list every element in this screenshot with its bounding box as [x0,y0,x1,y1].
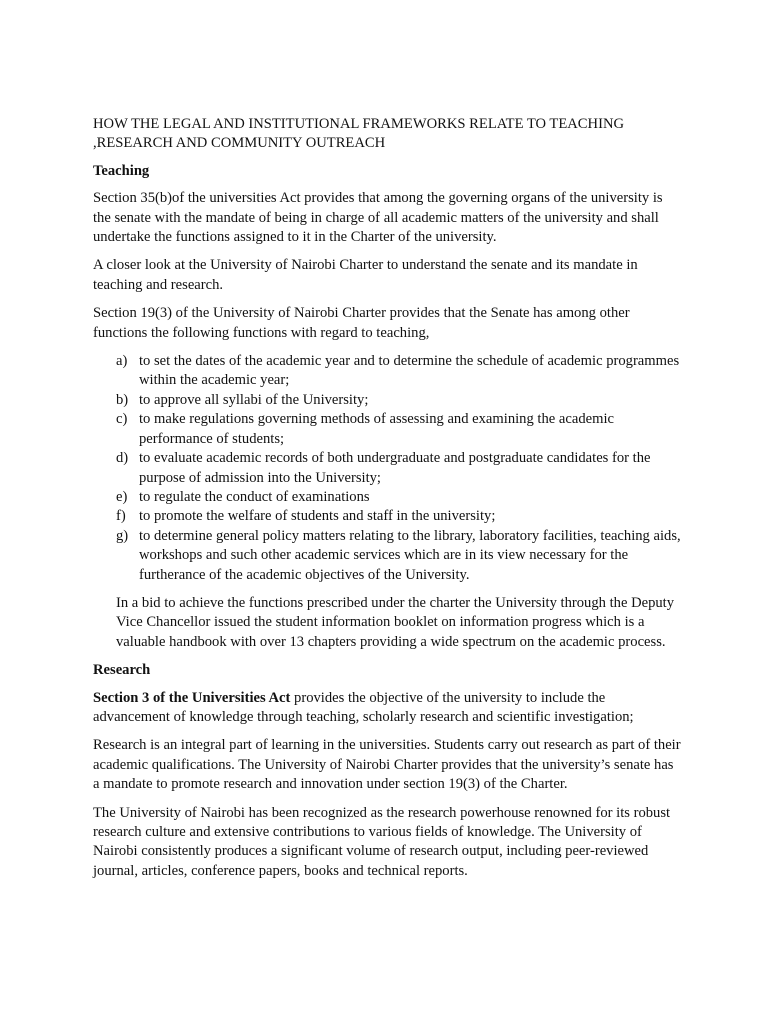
list-item-text: to approve all syllabi of the University; [139,391,369,408]
research-paragraph-1 [93,689,683,728]
document-page [93,107,683,890]
list-marker: b) [116,391,129,408]
list-item [93,507,683,526]
document-title: HOW THE LEGAL AND INSTITUTIONAL FRAMEWORKS RELATE TO TEACHING ,RESEARCH AND COMMUNITY OUTREACH [93,116,625,152]
list-item [93,391,683,410]
teaching-paragraph-1: Section 35(b)of the universities Act provides that among the governing organs of the university is the senate with the mandate of being in charge of all academic matters of the university and shall undertake the functions assigned to it in the Charter of the university. [93,190,663,246]
list-marker: g) [116,527,129,544]
research-paragraph-2: Research is an integral part of learning in the universities. Students carry out research as part of their academic qualifications. The University of Nairobi Charter provides that the university’s senate has a mandate to promote research and innovation under section 19(3) of the Charter. [93,737,681,793]
list-marker: d) [116,450,129,467]
list-item [93,352,683,391]
list-marker: e) [116,488,128,505]
list-item-text: to set the dates of the academic year and to determine the schedule of academic programmes within the academic year; [139,353,680,389]
list-marker: f) [116,508,126,525]
list-item-text: to regulate the conduct of examinations [139,488,370,505]
list-marker: c) [116,411,128,428]
senate-functions-list [93,352,683,585]
teaching-paragraph-2: A closer look at the University of Nairobi Charter to understand the senate and its mandate in teaching and research. [93,257,638,293]
teaching-heading: Teaching [93,162,150,179]
teaching-paragraph-3: Section 19(3) of the University of Nairobi Charter provides that the Senate has among other functions the following functions with regard to teaching, [93,305,630,341]
list-item [93,410,683,449]
list-item-text: to promote the welfare of students and staff in the university; [139,508,496,525]
research-paragraph-3: The University of Nairobi has been recognized as the research powerhouse renowned for its robust research culture and extensive contributions to various fields of knowledge. The University of Nairobi consistently produces a significant volume of research output, including peer-reviewed journal, articles, conference papers, books and technical reports. [93,804,671,879]
teaching-paragraph-4: In a bid to achieve the functions prescribed under the charter the University through the Deputy Vice Chancellor issued the student information booklet on information progress which is a valuable handbook with over 13 chapters providing a wide spectrum on the academic process. [116,594,675,650]
list-item-text: to evaluate academic records of both undergraduate and postgraduate candidates for the purpose of admission into the University; [139,450,651,486]
list-item [93,449,683,488]
list-item-text: to make regulations governing methods of assessing and examining the academic performance of students; [139,411,614,447]
list-item [93,488,683,507]
research-paragraph-1-bold: Section 3 of the Universities Act [93,689,291,706]
list-marker: a) [116,353,128,370]
list-item-text: to determine general policy matters relating to the library, laboratory facilities, teaching aids, workshops and such other academic services which are in its view necessary for the furtherance of the academic objectives of the University. [139,527,681,583]
research-paragraph-1-rest: provides the objective of the university to include the advancement of knowledge through teaching, scholarly research and scientific investigation; [93,689,634,725]
list-item [93,527,683,585]
research-heading: Research [93,662,151,679]
